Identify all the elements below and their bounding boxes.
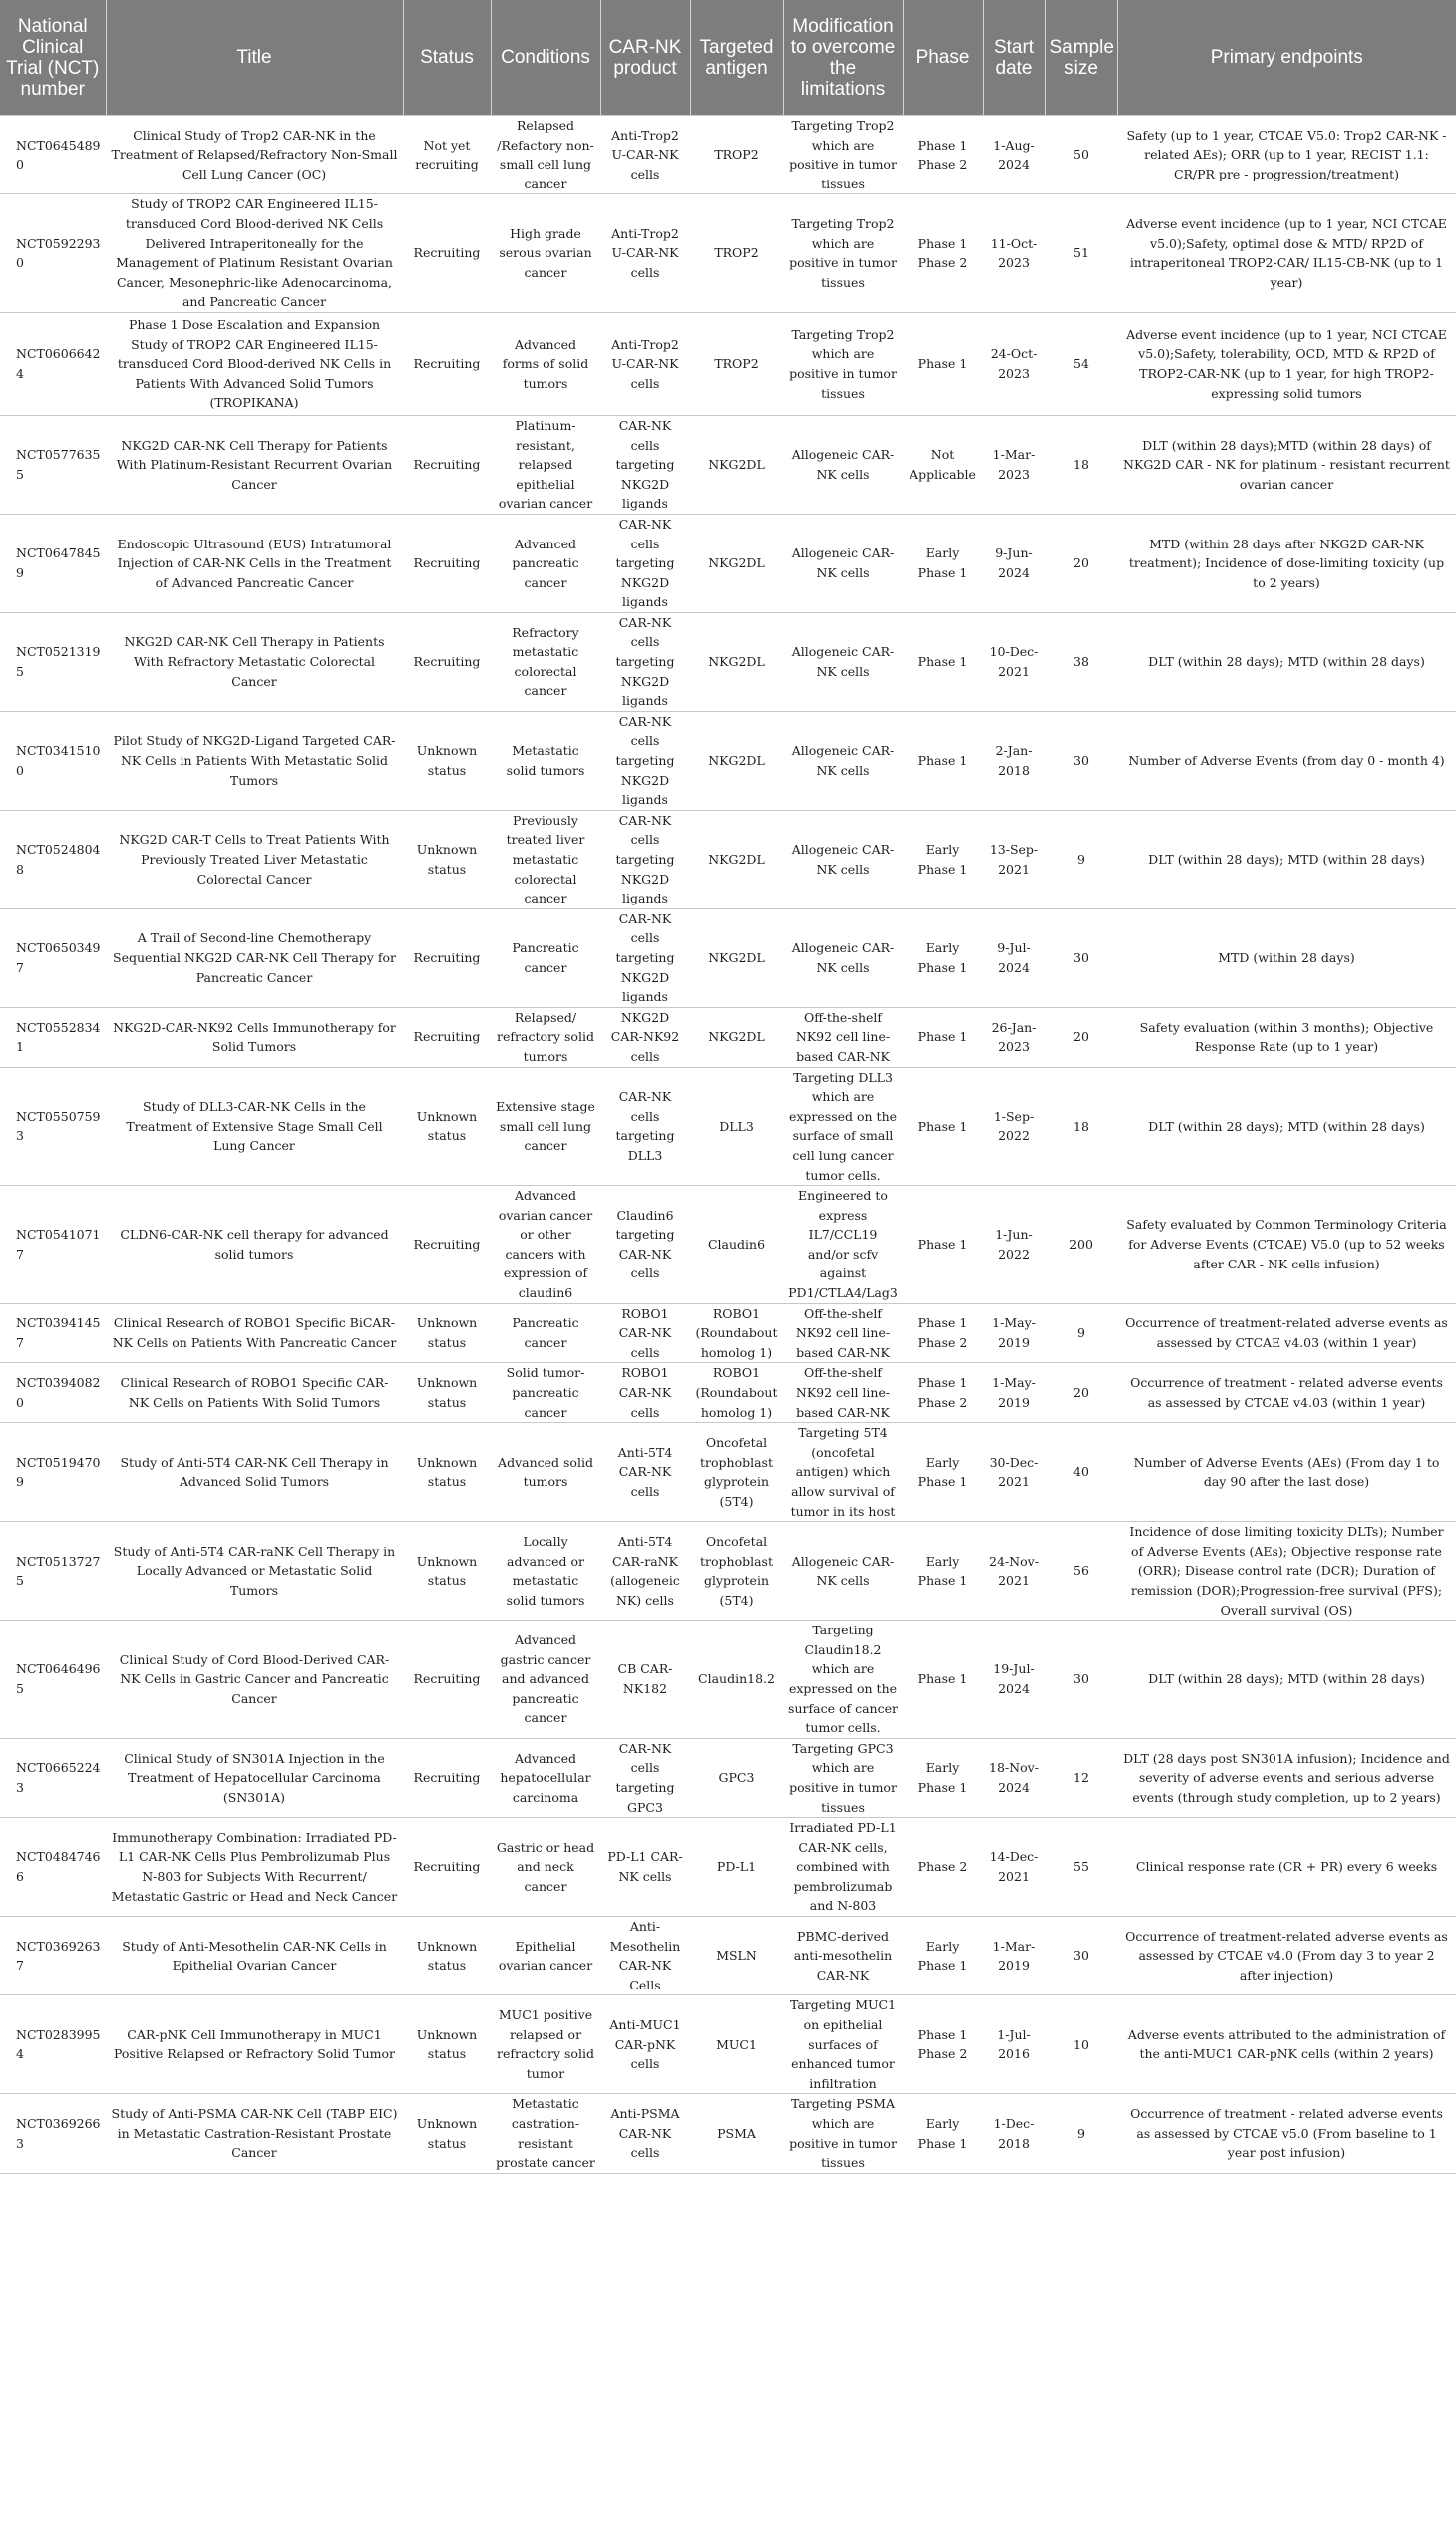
nct-number-cell: NCT05922930 [0,194,106,313]
title-cell: A Trail of Second-line Chemotherapy Sequential NKG2D CAR-NK Cell Therapy for Pancreatic Cancer [106,908,403,1007]
column-header-targeted-antigen: Targeted antigen [690,0,783,116]
column-header-conditions: Conditions [491,0,600,116]
nct-number-cell: NCT06464965 [0,1621,106,1739]
conditions-cell: High grade serous ovarian cancer [491,194,600,313]
car-nk-product-cell: CAR-NK cells targeting DLL3 [600,1067,690,1186]
primary-endpoints-cell: Occurrence of treatment - related adverse events as assessed by CTCAE v5.0 (From baseline to 1 year post infusion) [1117,2094,1456,2173]
start-date-cell: 1-Dec-2018 [983,2094,1045,2173]
primary-endpoints-cell: Adverse event incidence (up to 1 year, NCI CTCAE v5.0);Safety, optimal dose & MTD/ RP2D of intraperitoneal TROP2-CAR/ IL15-CB-NK (up to 1 year) [1117,194,1456,313]
modification-cell: Allogeneic CAR-NK cells [783,810,903,908]
car-nk-product-cell: Anti-5T4 CAR-NK cells [600,1423,690,1522]
table-row [0,1738,1456,1817]
primary-endpoints-cell: Safety (up to 1 year, CTCAE V5.0: Trop2 CAR-NK - related AEs); ORR (up to 1 year, RECIST 1.1: CR/PR pre - progression/treatment) [1117,116,1456,194]
modification-cell: Allogeneic CAR-NK cells [783,514,903,612]
start-date-cell: 1-Mar-2023 [983,415,1045,514]
sample-size-cell: 54 [1045,312,1117,415]
start-date-cell: 9-Jul-2024 [983,908,1045,1007]
sample-size-cell: 18 [1045,415,1117,514]
table-row [0,514,1456,612]
car-nk-product-cell: Anti-Mesothelin CAR-NK Cells [600,1917,690,1995]
targeted-antigen-cell: Claudin18.2 [690,1621,783,1739]
targeted-antigen-cell: GPC3 [690,1738,783,1817]
nct-number-cell: NCT06066424 [0,312,106,415]
nct-number-cell: NCT05776355 [0,415,106,514]
phase-cell: Early Phase 1 [903,810,983,908]
title-cell: Study of TROP2 CAR Engineered IL15-transduced Cord Blood-derived NK Cells Delivered Intraperitoneally for the Management of Platinum Resistant Ovarian Cancer, Mesonephric-like Adenocarcinoma, and Pancreatic Cancer [106,194,403,313]
primary-endpoints-cell: Occurrence of treatment-related adverse events as assessed by CTCAE v4.03 (within 1 year) [1117,1303,1456,1363]
title-cell: NKG2D CAR-T Cells to Treat Patients With Previously Treated Liver Metastatic Colorectal Cancer [106,810,403,908]
primary-endpoints-cell: Adverse event incidence (up to 1 year, NCI CTCAE v5.0);Safety, tolerability, OCD, MTD & RP2D of TROP2-CAR-NK (up to 1 year, for high TROP2-expressing solid tumors [1117,312,1456,415]
sample-size-cell: 50 [1045,116,1117,194]
table-row [0,116,1456,194]
sample-size-cell: 9 [1045,810,1117,908]
targeted-antigen-cell: NKG2DL [690,711,783,810]
status-cell: Recruiting [403,1007,491,1067]
car-nk-product-cell: CAR-NK cells targeting NKG2D ligands [600,810,690,908]
conditions-cell: Advanced forms of solid tumors [491,312,600,415]
car-nk-product-cell: CAR-NK cells targeting NKG2D ligands [600,908,690,1007]
modification-cell: Irradiated PD-L1 CAR-NK cells, combined with pembrolizumab and N-803 [783,1818,903,1917]
car-nk-product-cell: Anti-MUC1 CAR-pNK cells [600,1995,690,2094]
start-date-cell: 1-May-2019 [983,1363,1045,1423]
sample-size-cell: 20 [1045,514,1117,612]
start-date-cell: 10-Dec-2021 [983,612,1045,711]
modification-cell: Allogeneic CAR-NK cells [783,1522,903,1621]
title-cell: Clinical Study of SN301A Injection in the Treatment of Hepatocellular Carcinoma (SN301A) [106,1738,403,1817]
targeted-antigen-cell: TROP2 [690,194,783,313]
primary-endpoints-cell: MTD (within 28 days after NKG2D CAR-NK treatment); Incidence of dose-limiting toxicity (up to 2 years) [1117,514,1456,612]
primary-endpoints-cell: Safety evaluated by Common Terminology Criteria for Adverse Events (CTCAE) V5.0 (up to 52 weeks after CAR - NK cells infusion) [1117,1186,1456,1304]
modification-cell: Targeting Trop2 which are positive in tumor tissues [783,116,903,194]
table-row [0,1067,1456,1186]
title-cell: Clinical Research of ROBO1 Specific CAR-NK Cells on Patients With Solid Tumors [106,1363,403,1423]
sample-size-cell: 10 [1045,1995,1117,2094]
conditions-cell: Previously treated liver metastatic colorectal cancer [491,810,600,908]
title-cell: Immunotherapy Combination: Irradiated PD-L1 CAR-NK Cells Plus Pembrolizumab Plus N-803 for Subjects With Recurrent/ Metastatic Gastric or Head and Neck Cancer [106,1818,403,1917]
car-nk-product-cell: ROBO1 CAR-NK cells [600,1363,690,1423]
title-cell: Pilot Study of NKG2D-Ligand Targeted CAR-NK Cells in Patients With Metastatic Solid Tumors [106,711,403,810]
status-cell: Recruiting [403,415,491,514]
phase-cell: Early Phase 1 [903,1522,983,1621]
conditions-cell: Advanced solid tumors [491,1423,600,1522]
start-date-cell: 2-Jan-2018 [983,711,1045,810]
nct-number-cell: NCT06478459 [0,514,106,612]
status-cell: Unknown status [403,1363,491,1423]
conditions-cell: MUC1 positive relapsed or refractory solid tumor [491,1995,600,2094]
nct-number-cell: NCT05410717 [0,1186,106,1304]
car-nk-product-cell: Claudin6 targeting CAR-NK cells [600,1186,690,1304]
table-row [0,1007,1456,1067]
targeted-antigen-cell: ROBO1 (Roundabout homolog 1) [690,1303,783,1363]
phase-cell: Early Phase 1 [903,1738,983,1817]
title-cell: Phase 1 Dose Escalation and Expansion Study of TROP2 CAR Engineered IL15-transduced Cord Blood-derived NK Cells in Patients With Advanced Solid Tumors (TROPIKANA) [106,312,403,415]
phase-cell: Phase 1 Phase 2 [903,116,983,194]
title-cell: Study of Anti-5T4 CAR-raNK Cell Therapy in Locally Advanced or Metastatic Solid Tumors [106,1522,403,1621]
car-nk-product-cell: Anti-PSMA CAR-NK cells [600,2094,690,2173]
modification-cell: Allogeneic CAR-NK cells [783,908,903,1007]
conditions-cell: Metastatic castration-resistant prostate cancer [491,2094,600,2173]
table-row [0,2094,1456,2173]
targeted-antigen-cell: PD-L1 [690,1818,783,1917]
start-date-cell: 9-Jun-2024 [983,514,1045,612]
status-cell: Recruiting [403,312,491,415]
nct-number-cell: NCT05213195 [0,612,106,711]
column-header-sample-size: Sample size [1045,0,1117,116]
primary-endpoints-cell: Number of Adverse Events (AEs) (From day 1 to day 90 after the last dose) [1117,1423,1456,1522]
table-header [0,0,1456,116]
table-row [0,1186,1456,1304]
nct-number-cell: NCT05507593 [0,1067,106,1186]
nct-number-cell: NCT03415100 [0,711,106,810]
nct-number-cell: NCT05248048 [0,810,106,908]
sample-size-cell: 9 [1045,2094,1117,2173]
title-cell: CAR-pNK Cell Immunotherapy in MUC1 Positive Relapsed or Refractory Solid Tumor [106,1995,403,2094]
modification-cell: Targeting Trop2 which are positive in tumor tissues [783,312,903,415]
conditions-cell: Pancreatic cancer [491,1303,600,1363]
conditions-cell: Advanced hepatocellular carcinoma [491,1738,600,1817]
phase-cell: Early Phase 1 [903,908,983,1007]
targeted-antigen-cell: NKG2DL [690,514,783,612]
sample-size-cell: 20 [1045,1007,1117,1067]
nct-number-cell: NCT02839954 [0,1995,106,2094]
car-nk-product-cell: CAR-NK cells targeting NKG2D ligands [600,711,690,810]
nct-number-cell: NCT04847466 [0,1818,106,1917]
start-date-cell: 11-Oct-2023 [983,194,1045,313]
primary-endpoints-cell: DLT (within 28 days); MTD (within 28 days) [1117,1621,1456,1739]
column-header-status: Status [403,0,491,116]
phase-cell: Early Phase 1 [903,2094,983,2173]
status-cell: Unknown status [403,1303,491,1363]
status-cell: Unknown status [403,711,491,810]
car-nk-product-cell: PD-L1 CAR-NK cells [600,1818,690,1917]
start-date-cell: 13-Sep-2021 [983,810,1045,908]
nct-number-cell: NCT03692663 [0,2094,106,2173]
primary-endpoints-cell: Incidence of dose limiting toxicity DLTs); Number of Adverse Events (AEs); Objective response rate (ORR); Disease control rate (DCR); Duration of remission (DOR);Progression-free survival (PFS); Overall survival (OS) [1117,1522,1456,1621]
status-cell: Unknown status [403,1067,491,1186]
targeted-antigen-cell: MUC1 [690,1995,783,2094]
conditions-cell: Advanced gastric cancer and advanced pancreatic cancer [491,1621,600,1739]
conditions-cell: Epithelial ovarian cancer [491,1917,600,1995]
start-date-cell: 19-Jul-2024 [983,1621,1045,1739]
start-date-cell: 1-Aug-2024 [983,116,1045,194]
sample-size-cell: 20 [1045,1363,1117,1423]
table-row [0,908,1456,1007]
phase-cell: Phase 1 [903,612,983,711]
table-row [0,1917,1456,1995]
primary-endpoints-cell: Clinical response rate (CR + PR) every 6 weeks [1117,1818,1456,1917]
targeted-antigen-cell: NKG2DL [690,810,783,908]
sample-size-cell: 51 [1045,194,1117,313]
title-cell: Clinical Study of Cord Blood-Derived CAR-NK Cells in Gastric Cancer and Pancreatic Cancer [106,1621,403,1739]
sample-size-cell: 18 [1045,1067,1117,1186]
status-cell: Recruiting [403,908,491,1007]
targeted-antigen-cell: DLL3 [690,1067,783,1186]
modification-cell: Targeting Claudin18.2 which are expressed on the surface of cancer tumor cells. [783,1621,903,1739]
column-header-start-date: Start date [983,0,1045,116]
conditions-cell: Refractory metastatic colorectal cancer [491,612,600,711]
title-cell: Clinical Study of Trop2 CAR-NK in the Treatment of Relapsed/Refractory Non-Small Cell Lung Cancer (OC) [106,116,403,194]
phase-cell: Phase 2 [903,1818,983,1917]
title-cell: NKG2D CAR-NK Cell Therapy in Patients With Refractory Metastatic Colorectal Cancer [106,612,403,711]
status-cell: Unknown status [403,1995,491,2094]
phase-cell: Phase 1 [903,711,983,810]
status-cell: Recruiting [403,1738,491,1817]
sample-size-cell: 30 [1045,1917,1117,1995]
modification-cell: Targeting PSMA which are positive in tumor tissues [783,2094,903,2173]
modification-cell: Off-the-shelf NK92 cell line-based CAR-NK [783,1007,903,1067]
column-header-nct-number: National Clinical Trial (NCT) number [0,0,106,116]
car-nk-product-cell: CAR-NK cells targeting NKG2D ligands [600,415,690,514]
nct-number-cell: NCT05137275 [0,1522,106,1621]
targeted-antigen-cell: NKG2DL [690,1007,783,1067]
start-date-cell: 1-Jul-2016 [983,1995,1045,2094]
primary-endpoints-cell: Adverse events attributed to the administration of the anti-MUC1 CAR-pNK cells (within 2 years) [1117,1995,1456,2094]
table-row [0,312,1456,415]
conditions-cell: Advanced ovarian cancer or other cancers with expression of claudin6 [491,1186,600,1304]
nct-number-cell: NCT05194709 [0,1423,106,1522]
phase-cell: Not Applicable [903,415,983,514]
car-nk-product-cell: CB CAR-NK182 [600,1621,690,1739]
start-date-cell: 1-May-2019 [983,1303,1045,1363]
car-nk-product-cell: CAR-NK cells targeting NKG2D ligands [600,612,690,711]
table-row [0,810,1456,908]
sample-size-cell: 9 [1045,1303,1117,1363]
start-date-cell: 1-Mar-2019 [983,1917,1045,1995]
primary-endpoints-cell: DLT (within 28 days);MTD (within 28 days) of NKG2D CAR - NK for platinum - resistant recurrent ovarian cancer [1117,415,1456,514]
modification-cell: Targeting DLL3 which are expressed on the surface of small cell lung cancer tumor cells. [783,1067,903,1186]
phase-cell: Phase 1 [903,1621,983,1739]
table-row [0,415,1456,514]
table-body [0,116,1456,2174]
phase-cell: Early Phase 1 [903,514,983,612]
status-cell: Recruiting [403,1818,491,1917]
start-date-cell: 1-Jun-2022 [983,1186,1045,1304]
targeted-antigen-cell: Oncofetal trophoblast glyprotein (5T4) [690,1522,783,1621]
sample-size-cell: 30 [1045,1621,1117,1739]
start-date-cell: 26-Jan-2023 [983,1007,1045,1067]
modification-cell: Off-the-shelf NK92 cell line-based CAR-NK [783,1363,903,1423]
status-cell: Unknown status [403,2094,491,2173]
primary-endpoints-cell: Occurrence of treatment-related adverse events as assessed by CTCAE v4.0 (From day 3 to year 2 after injection) [1117,1917,1456,1995]
targeted-antigen-cell: NKG2DL [690,908,783,1007]
primary-endpoints-cell: Safety evaluation (within 3 months); Objective Response Rate (up to 1 year) [1117,1007,1456,1067]
table-row [0,711,1456,810]
conditions-cell: Metastatic solid tumors [491,711,600,810]
modification-cell: PBMC-derived anti-mesothelin CAR-NK [783,1917,903,1995]
status-cell: Unknown status [403,1917,491,1995]
primary-endpoints-cell: DLT (within 28 days); MTD (within 28 days) [1117,1067,1456,1186]
table-row [0,1363,1456,1423]
status-cell: Not yet recruiting [403,116,491,194]
status-cell: Recruiting [403,612,491,711]
table-row [0,612,1456,711]
car-nk-product-cell: Anti-5T4 CAR-raNK (allogeneic NK) cells [600,1522,690,1621]
sample-size-cell: 30 [1045,711,1117,810]
sample-size-cell: 12 [1045,1738,1117,1817]
table-row [0,1522,1456,1621]
primary-endpoints-cell: DLT (within 28 days); MTD (within 28 days) [1117,612,1456,711]
primary-endpoints-cell: Occurrence of treatment - related adverse events as assessed by CTCAE v4.03 (within 1 year) [1117,1363,1456,1423]
modification-cell: Off-the-shelf NK92 cell line-based CAR-NK [783,1303,903,1363]
column-header-phase: Phase [903,0,983,116]
car-nk-product-cell: Anti-Trop2 U-CAR-NK cells [600,194,690,313]
nct-number-cell: NCT06503497 [0,908,106,1007]
start-date-cell: 24-Nov-2021 [983,1522,1045,1621]
nct-number-cell: NCT06652243 [0,1738,106,1817]
start-date-cell: 18-Nov-2024 [983,1738,1045,1817]
phase-cell: Phase 1 [903,1007,983,1067]
targeted-antigen-cell: TROP2 [690,116,783,194]
phase-cell: Phase 1 [903,1186,983,1304]
sample-size-cell: 55 [1045,1818,1117,1917]
status-cell: Unknown status [403,1522,491,1621]
phase-cell: Early Phase 1 [903,1423,983,1522]
modification-cell: Targeting 5T4 (oncofetal antigen) which allow survival of tumor in its host [783,1423,903,1522]
conditions-cell: Gastric or head and neck cancer [491,1818,600,1917]
sample-size-cell: 200 [1045,1186,1117,1304]
phase-cell: Early Phase 1 [903,1917,983,1995]
targeted-antigen-cell: PSMA [690,2094,783,2173]
title-cell: Endoscopic Ultrasound (EUS) Intratumoral Injection of CAR-NK Cells in the Treatment of Advanced Pancreatic Cancer [106,514,403,612]
table-row [0,1423,1456,1522]
column-header-title: Title [106,0,403,116]
title-cell: Study of Anti-Mesothelin CAR-NK Cells in Epithelial Ovarian Cancer [106,1917,403,1995]
targeted-antigen-cell: NKG2DL [690,612,783,711]
status-cell: Recruiting [403,194,491,313]
modification-cell: Engineered to express IL7/CCL19 and/or scfv against PD1/CTLA4/Lag3 [783,1186,903,1304]
conditions-cell: Locally advanced or metastatic solid tumors [491,1522,600,1621]
status-cell: Recruiting [403,1186,491,1304]
header-row [0,0,1456,116]
primary-endpoints-cell: Number of Adverse Events (from day 0 - month 4) [1117,711,1456,810]
car-nk-product-cell: ROBO1 CAR-NK cells [600,1303,690,1363]
title-cell: NKG2D CAR-NK Cell Therapy for Patients With Platinum-Resistant Recurrent Ovarian Cancer [106,415,403,514]
conditions-cell: Extensive stage small cell lung cancer [491,1067,600,1186]
table-row [0,194,1456,313]
modification-cell: Allogeneic CAR-NK cells [783,612,903,711]
phase-cell: Phase 1 Phase 2 [903,1303,983,1363]
column-header-primary-endpoints: Primary endpoints [1117,0,1456,116]
title-cell: Clinical Research of ROBO1 Specific BiCAR-NK Cells on Patients With Pancreatic Cancer [106,1303,403,1363]
status-cell: Unknown status [403,810,491,908]
targeted-antigen-cell: MSLN [690,1917,783,1995]
nct-number-cell: NCT06454890 [0,116,106,194]
phase-cell: Phase 1 Phase 2 [903,1995,983,2094]
status-cell: Unknown status [403,1423,491,1522]
nct-number-cell: NCT05528341 [0,1007,106,1067]
start-date-cell: 24-Oct-2023 [983,312,1045,415]
nct-number-cell: NCT03692637 [0,1917,106,1995]
targeted-antigen-cell: Oncofetal trophoblast glyprotein (5T4) [690,1423,783,1522]
status-cell: Recruiting [403,1621,491,1739]
table-row [0,1303,1456,1363]
car-nk-product-cell: NKG2D CAR-NK92 cells [600,1007,690,1067]
modification-cell: Targeting MUC1 on epithelial surfaces of enhanced tumor infiltration [783,1995,903,2094]
targeted-antigen-cell: TROP2 [690,312,783,415]
nct-number-cell: NCT03940820 [0,1363,106,1423]
start-date-cell: 14-Dec-2021 [983,1818,1045,1917]
primary-endpoints-cell: DLT (28 days post SN301A infusion); Incidence and severity of adverse events and serious adverse events (through study completion, up to 2 years) [1117,1738,1456,1817]
sample-size-cell: 56 [1045,1522,1117,1621]
status-cell: Recruiting [403,514,491,612]
column-header-modification: Modification to overcome the limitations [783,0,903,116]
phase-cell: Phase 1 Phase 2 [903,1363,983,1423]
car-nk-product-cell: Anti-Trop2 U-CAR-NK cells [600,116,690,194]
conditions-cell: Platinum-resistant, relapsed epithelial ovarian cancer [491,415,600,514]
conditions-cell: Advanced pancreatic cancer [491,514,600,612]
modification-cell: Targeting GPC3 which are positive in tumor tissues [783,1738,903,1817]
start-date-cell: 30-Dec-2021 [983,1423,1045,1522]
car-nk-product-cell: CAR-NK cells targeting GPC3 [600,1738,690,1817]
title-cell: Study of DLL3-CAR-NK Cells in the Treatment of Extensive Stage Small Cell Lung Cancer [106,1067,403,1186]
title-cell: Study of Anti-PSMA CAR-NK Cell (TABP EIC) in Metastatic Castration-Resistant Prostate Cancer [106,2094,403,2173]
conditions-cell: Solid tumor-pancreatic cancer [491,1363,600,1423]
targeted-antigen-cell: ROBO1 (Roundabout homolog 1) [690,1363,783,1423]
title-cell: NKG2D-CAR-NK92 Cells Immunotherapy for Solid Tumors [106,1007,403,1067]
modification-cell: Targeting Trop2 which are positive in tumor tissues [783,194,903,313]
primary-endpoints-cell: DLT (within 28 days); MTD (within 28 days) [1117,810,1456,908]
targeted-antigen-cell: NKG2DL [690,415,783,514]
start-date-cell: 1-Sep-2022 [983,1067,1045,1186]
column-header-car-nk-product: CAR-NK product [600,0,690,116]
phase-cell: Phase 1 Phase 2 [903,194,983,313]
targeted-antigen-cell: Claudin6 [690,1186,783,1304]
table-row [0,1621,1456,1739]
title-cell: CLDN6-CAR-NK cell therapy for advanced solid tumors [106,1186,403,1304]
table-row [0,1818,1456,1917]
sample-size-cell: 38 [1045,612,1117,711]
conditions-cell: Pancreatic cancer [491,908,600,1007]
phase-cell: Phase 1 [903,312,983,415]
title-cell: Study of Anti-5T4 CAR-NK Cell Therapy in Advanced Solid Tumors [106,1423,403,1522]
conditions-cell: Relapsed /Refactory non-small cell lung cancer [491,116,600,194]
table-row [0,1995,1456,2094]
modification-cell: Allogeneic CAR-NK cells [783,711,903,810]
primary-endpoints-cell: MTD (within 28 days) [1117,908,1456,1007]
sample-size-cell: 40 [1045,1423,1117,1522]
phase-cell: Phase 1 [903,1067,983,1186]
conditions-cell: Relapsed/ refractory solid tumors [491,1007,600,1067]
car-nk-product-cell: Anti-Trop2 U-CAR-NK cells [600,312,690,415]
nct-number-cell: NCT03941457 [0,1303,106,1363]
modification-cell: Allogeneic CAR-NK cells [783,415,903,514]
sample-size-cell: 30 [1045,908,1117,1007]
car-nk-product-cell: CAR-NK cells targeting NKG2D ligands [600,514,690,612]
